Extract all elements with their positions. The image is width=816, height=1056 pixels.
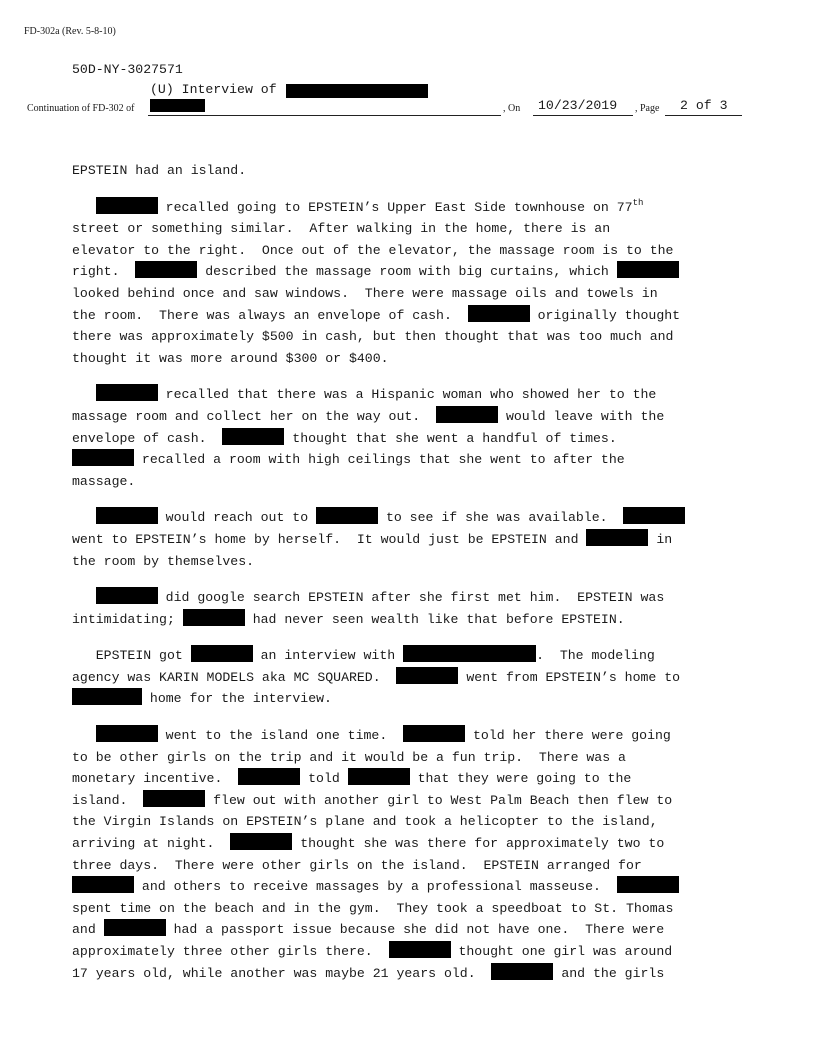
- body-text: 17 years old, while another was maybe 21 years old.: [72, 965, 492, 981]
- body-text: envelope of cash.: [72, 430, 223, 446]
- redaction: [403, 645, 536, 662]
- body-text: went to EPSTEIN’s home by herself. It would just be EPSTEIN and: [72, 531, 587, 547]
- redaction: [617, 261, 679, 278]
- body-text: massage room and collect her on the way out.: [72, 408, 437, 424]
- document-body: [72, 160, 752, 999]
- body-text: spent time on the beach and in the gym. They took a speedboat to St. Thomas: [72, 900, 674, 916]
- body-text: and: [72, 922, 104, 938]
- page-label: , Page: [635, 103, 660, 114]
- body-text: . The modeling: [536, 648, 655, 664]
- redaction: [72, 688, 142, 705]
- continuation-underline: [148, 115, 501, 116]
- body-text: home for the interview.: [142, 691, 332, 707]
- body-text: agency was KARIN MODELS aka MC SQUARED.: [72, 669, 397, 685]
- body-text: EPSTEIN had an island.: [72, 163, 247, 178]
- body-text: the Virgin Islands on EPSTEIN’s plane and took a helicopter to the island,: [72, 814, 658, 830]
- body-text: recalled a room with high ceilings that she went to after the: [134, 452, 625, 468]
- body-text: three days. There were other girls on the island. EPSTEIN arranged for: [72, 857, 642, 873]
- body-text: told: [300, 771, 348, 787]
- body-text: island.: [72, 792, 144, 808]
- redaction: [104, 919, 166, 936]
- body-text: would leave with the: [498, 408, 665, 424]
- redaction: [230, 833, 292, 850]
- body-text: monetary incentive.: [72, 771, 239, 787]
- body-text: did google search EPSTEIN after she first met him. EPSTEIN was: [157, 590, 665, 606]
- redaction: [348, 768, 410, 785]
- body-text: to be other girls on the trip and it would be a fun trip. There was a: [72, 749, 626, 765]
- page-number: 2 of 3: [680, 98, 728, 113]
- page-underline: [665, 115, 742, 116]
- paragraph-4: [72, 507, 752, 572]
- form-id: FD-302a (Rev. 5-8-10): [24, 26, 116, 37]
- body-text: in: [648, 531, 673, 547]
- redaction-subject-name: [286, 84, 428, 98]
- body-text: approximately three other girls there.: [72, 944, 389, 959]
- body-text: arriving at night.: [72, 836, 231, 852]
- on-label: , On: [503, 103, 521, 114]
- continuation-label: Continuation of FD-302 of: [27, 103, 135, 114]
- body-text: went to the island one time.: [157, 728, 404, 744]
- redaction: [96, 587, 158, 604]
- redaction: [617, 876, 679, 893]
- body-text: thought that she went a handful of times.: [284, 430, 617, 446]
- body-text: to see if she was available.: [378, 510, 624, 526]
- redaction: [238, 768, 300, 785]
- redaction: [403, 725, 465, 742]
- paragraph-2: [72, 197, 752, 370]
- body-text: and the girls: [553, 965, 665, 981]
- redaction: [468, 305, 530, 322]
- file-number: 50D-NY-3027571: [72, 62, 183, 77]
- redaction: [389, 941, 451, 958]
- paragraph-1: [72, 160, 752, 182]
- body-text: looked behind once and saw windows. There were massage oils and towels in: [72, 285, 658, 301]
- body-text: the room. There was always an envelope of cash.: [72, 307, 468, 323]
- interview-date: 10/23/2019: [538, 98, 618, 113]
- body-text: went from EPSTEIN’s home to: [458, 669, 681, 685]
- redaction: [96, 197, 158, 214]
- redaction: [396, 667, 458, 684]
- redaction: [623, 507, 685, 524]
- body-text: there was approximately $500 in cash, but then thought that was too much and: [72, 329, 674, 345]
- interview-subject-label: (U) Interview of: [150, 82, 277, 97]
- redaction: [491, 963, 553, 980]
- body-text: would reach out to: [157, 510, 317, 526]
- paragraph-7: [72, 725, 752, 984]
- redaction: [72, 449, 134, 466]
- redaction: [316, 507, 378, 524]
- body-text: thought it was more around $300 or $400.: [72, 350, 389, 366]
- paragraph-6: [72, 645, 752, 710]
- paragraph-5: [72, 587, 752, 630]
- body-text: massage.: [72, 473, 136, 489]
- body-text: that they were going to the: [409, 771, 632, 787]
- body-text: right.: [72, 264, 136, 280]
- body-text: flew out with another girl to West Palm Beach then flew to: [205, 792, 673, 808]
- body-text: and others to receive massages by a professional masseuse.: [134, 879, 617, 895]
- body-text: EPSTEIN got: [95, 648, 191, 664]
- redaction: [72, 876, 134, 893]
- body-text: elevator to the right. Once out of the elevator, the massage room is to the: [72, 242, 674, 258]
- redaction: [143, 790, 205, 807]
- redaction: [96, 384, 158, 401]
- body-text: thought one girl was around: [450, 944, 673, 959]
- redaction: [96, 725, 158, 742]
- paragraph-3: [72, 384, 752, 492]
- redaction: [191, 645, 253, 662]
- redaction: [586, 529, 648, 546]
- body-text: told her there were going: [465, 728, 671, 744]
- redaction: [222, 428, 284, 445]
- body-text: street or something similar. After walking in the home, there is an: [72, 221, 611, 237]
- body-text: intimidating;: [72, 611, 183, 627]
- body-text: described the massage room with big curtains, which: [197, 264, 617, 280]
- body-text: recalled that there was a Hispanic woman who showed her to the: [157, 387, 657, 403]
- superscript: th: [632, 197, 644, 208]
- redaction: [96, 507, 158, 524]
- body-text: the room by themselves.: [72, 553, 255, 569]
- redaction-continuation-name: [150, 99, 205, 112]
- body-text: had a passport issue because she did not have one. There were: [165, 922, 665, 938]
- body-text: thought she was there for approximately two to: [292, 836, 665, 852]
- body-text: had never seen wealth like that before EPSTEIN.: [244, 611, 625, 627]
- body-text: an interview with: [252, 648, 404, 664]
- date-underline: [533, 115, 633, 116]
- redaction: [135, 261, 197, 278]
- redaction: [436, 406, 498, 423]
- body-text: recalled going to EPSTEIN’s Upper East Side townhouse on 77: [157, 199, 633, 215]
- body-text: originally thought: [529, 307, 681, 323]
- redaction: [183, 609, 245, 626]
